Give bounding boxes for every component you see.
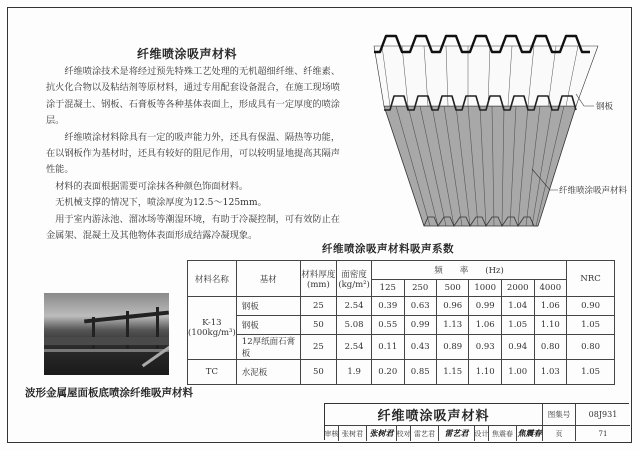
check-name: 雷艺君	[411, 426, 439, 441]
coef-cell: 0.63	[404, 297, 436, 316]
header-density-label: 面密度	[341, 269, 367, 280]
photo-column	[92, 317, 95, 351]
page-label: 页	[543, 426, 576, 441]
nrc-cell: 0.90	[567, 297, 615, 316]
coef-cell: 0.43	[404, 335, 436, 360]
absorption-coefficient-table	[187, 260, 615, 385]
material-name: K-13	[202, 318, 222, 328]
substrate-cell: 钢板	[236, 316, 300, 335]
coef-cell: 1.10	[534, 316, 567, 335]
check-label: 校对	[397, 426, 411, 441]
header-thickness-label: 材料厚度	[301, 269, 336, 280]
corrugated-panel-illustration	[362, 14, 632, 232]
ceiling-photo	[44, 293, 169, 375]
review-signature: 张树君	[367, 426, 397, 441]
review-label: 审核	[325, 426, 339, 441]
table-row	[188, 335, 615, 360]
density-cell: 5.08	[337, 316, 372, 335]
photo-column	[126, 311, 129, 351]
design-signature: 焦震春	[517, 426, 543, 441]
substrate-cell: 钢板	[236, 297, 300, 316]
coef-cell: 0.39	[372, 297, 404, 316]
paragraph: 材料的表面根据需要可涂抹各种颜色饰面材料。	[55, 180, 249, 192]
thickness-cell: 50	[300, 316, 336, 335]
thickness-cell: 25	[300, 297, 336, 316]
freq-500: 500	[436, 280, 468, 297]
nrc-cell: 1.05	[567, 316, 615, 335]
photo-caption: 波形金属屋面板底喷涂纤维吸声材料	[25, 387, 193, 399]
table-row	[188, 316, 615, 335]
photo-railing	[44, 349, 169, 352]
coef-cell: 1.05	[501, 316, 534, 335]
description-text	[46, 64, 346, 244]
label-fiber-spray: 纤维喷涂吸声材料	[559, 186, 628, 196]
coef-cell: 1.04	[501, 297, 534, 316]
thickness-cell: 50	[300, 360, 336, 385]
atlas-number-label: 图集号	[543, 404, 576, 426]
thickness-cell: 25	[300, 335, 336, 360]
coef-cell: 1.06	[469, 316, 502, 335]
nrc-cell: 0.80	[567, 335, 615, 360]
coef-cell: 1.10	[469, 360, 502, 385]
table-header-row	[188, 261, 615, 280]
coef-cell: 0.99	[404, 316, 436, 335]
freq-2000: 2000	[501, 280, 534, 297]
nrc-cell: 1.05	[567, 360, 615, 385]
coef-cell: 0.99	[469, 297, 502, 316]
coef-cell: 0.85	[404, 360, 436, 385]
coef-cell: 0.93	[469, 335, 502, 360]
coef-cell: 0.96	[436, 297, 468, 316]
coef-cell: 0.80	[534, 335, 567, 360]
signature-row	[325, 426, 630, 441]
table-row	[188, 297, 615, 316]
table-title: 纤维喷涂吸声材料吸声系数	[322, 243, 454, 255]
substrate-cell: 12厚纸面石膏板	[236, 335, 300, 360]
photo-seating	[44, 337, 169, 345]
coef-cell: 0.94	[501, 335, 534, 360]
coef-cell: 0.11	[372, 335, 404, 360]
title-block	[324, 403, 629, 440]
design-label: 设计	[475, 426, 489, 441]
header-density-unit: (kg/m²)	[338, 279, 370, 290]
density-cell: 2.54	[337, 335, 372, 360]
substrate-cell: 水泥板	[236, 360, 300, 385]
paragraph: 用于室内游泳池、溜冰场等潮湿环境，有助于冷凝控制，可有效防止在金属架、混凝土及其他物体表面形成结露冷凝现象。	[46, 213, 340, 242]
coef-cell: 1.06	[534, 297, 567, 316]
coef-cell: 0.55	[372, 316, 404, 335]
coef-cell: 1.00	[501, 360, 534, 385]
coef-cell: 0.20	[372, 360, 404, 385]
page-number: 71	[598, 429, 608, 438]
coef-cell: 1.15	[436, 360, 468, 385]
header-thickness-unit: (mm)	[307, 279, 330, 290]
label-steel-plate: 钢板	[596, 102, 614, 112]
header-thickness	[300, 261, 336, 297]
material-name: TC	[188, 360, 237, 385]
freq-4000: 4000	[534, 280, 567, 297]
table-row	[188, 360, 615, 385]
check-signature: 雷艺君	[439, 426, 475, 441]
header-material: 材料名称	[188, 261, 237, 297]
density-cell: 1.9	[337, 360, 372, 385]
header-substrate: 基材	[236, 261, 300, 297]
header-density	[337, 261, 372, 297]
corrugated-panel-diagram	[362, 14, 632, 232]
paragraph: 纤维喷涂技术是将经过预先特殊工艺处理的无机超细纤维、纤维素、抗火化合物以及粘结剂等原材料，通过专用配套设备混合，在施工现场喷涂于混凝土、钢板、石膏板等各种基体表面上，形成具有一定厚度的喷涂层。	[46, 66, 341, 127]
atlas-number: 08J931	[576, 404, 630, 426]
titleblock-title: 纤维喷涂吸声材料	[325, 404, 543, 426]
section-title: 纤维喷涂吸声材料	[137, 47, 238, 61]
density-cell: 2.54	[337, 297, 372, 316]
freq-125: 125	[372, 280, 404, 297]
coef-cell: 1.03	[534, 360, 567, 385]
design-name: 焦震春	[489, 426, 517, 441]
coef-cell: 0.89	[436, 335, 468, 360]
review-name: 张树君	[339, 426, 367, 441]
material-spec: (100kg/m³)	[188, 328, 236, 338]
freq-1000: 1000	[469, 280, 502, 297]
header-frequency: 频 率 (Hz)	[372, 261, 567, 280]
header-nrc: NRC	[567, 261, 615, 297]
paragraph: 无机械支撑的情况下，喷涂厚度为12.5～125mm。	[55, 197, 267, 209]
coef-cell: 1.13	[436, 316, 468, 335]
paragraph: 纤维喷涂材料除具有一定的吸声能力外，还具有保温、隔热等功能，在以钢板作为基材时，还具有较好的阻尼作用，可以较明显地提高其隔声性能。	[46, 131, 341, 176]
material-cell	[188, 297, 237, 360]
freq-250: 250	[404, 280, 436, 297]
